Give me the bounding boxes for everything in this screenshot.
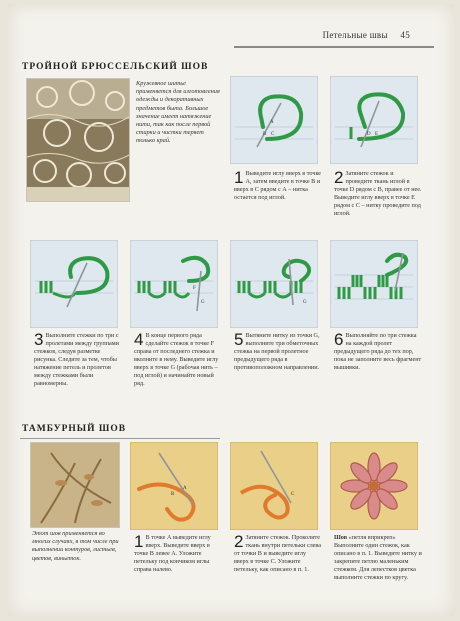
step-number: 1 [234,168,244,187]
step-number: 1 [134,532,144,551]
step-text: Выведите иглу вверх в точке А, затем введите в точке В и вверх в С рядом с А – нитка остается под иглой. [234,170,322,201]
step-text: В конце первого ряда сделайте стежок в точке F справа от последнего стежка и вколните в нему. Выведите иглу вверх в точке G (рабочая нить – под иглой) и начинайте новый ряд. [134,332,219,387]
step4-illustration [130,240,218,328]
chain-step-1 [134,534,222,574]
brussels-step-2 [334,170,422,218]
step3-illustration [30,240,118,328]
step-text: В точке А выведите иглу вверх. Выведите вверх в точке В левее А. Уложите петельку под кончиком иглы справа налево. [134,534,211,573]
step-text: Затяните стежок. Проколите ткань внутри петельки слева от точки В и выведите иглу вверх в точке С. Уложите петельку, как описано в п. 1. [234,534,322,573]
step-number: 3 [34,330,44,349]
brussels-step-1 [234,170,322,202]
chain-stitch-photo [30,442,120,528]
chain-caption: Этот шов применяется во многих случаях, в том числе при выполнении контуров, листьев, цветов, виньеток. [32,530,119,562]
step-number: 2 [334,168,344,187]
svg-text:A: A [183,486,187,491]
brussels-step-5 [234,332,322,372]
embroidery-image [31,443,119,527]
step6-illustration [330,240,418,328]
step-text: Выполняйте по три стежка на каждой пролет предыдущего ряда до тех пор, пока не заполните весь фрагмент вышивки. [334,332,422,371]
detached-chain-step [334,534,426,582]
svg-text:G: G [303,300,307,305]
book-page [8,4,454,616]
step-text: Вытяните нитку из точки G, выполните три обметочных стежка на первой пролетное предыдущего ряда в противоположном направлении. [234,332,320,371]
detached-chain-illustration [330,442,418,530]
step-text: Затяните стежок и проведите ткань иглой в точке D рядом с В, правее от нее. Выведите иглу вверх в точке Е рядом с С – нитку проведите под иглой. [334,170,422,217]
step-number: 6 [334,330,344,349]
lace-image [27,79,129,201]
svg-text:B: B [263,132,267,137]
step-text: «петля вприкреп» Выполните один стежок, как описано в п. 1. Выведите нитку и закрепите петлю маленьким стежком. Для лепестков цветка выполните стежки по кругу. [334,534,422,581]
step1-illustration [230,76,318,164]
header-rule [234,46,434,48]
step2-illustration [330,76,418,164]
brussels-step-4 [134,332,222,388]
lace-photo [26,78,130,202]
svg-text:D: D [367,132,371,137]
svg-text:E: E [375,132,379,137]
section-title-chain: ТАМБУРНЫЙ ШОВ [22,424,127,434]
step-number: 4 [134,330,144,349]
running-header [323,30,410,40]
chain-step1-illustration [130,442,218,530]
svg-text:G: G [201,300,205,305]
step-number: 5 [234,330,244,349]
step-text: Выполните стежки по три с пролетами между группами стежков, следуя разметке рисунка. Следите за тем, чтобы натяжение петель и пролетов между стежками были равномерны. [34,332,119,387]
svg-text:B: B [171,492,175,497]
page-number: 45 [400,30,410,40]
section-rule [20,438,220,439]
chain-step2-illustration [230,442,318,530]
brussels-step-3 [34,332,122,388]
svg-text:A: A [270,120,274,125]
header-section: Петельные швы [322,30,388,40]
brussels-caption: Кружевное шитье применяется для изготовления одежды и декоративных предметов быта. Большое значение имеет натяжение нити, так как после первой стирки и чистки теряет только край. [136,80,220,145]
svg-text:F: F [193,286,196,291]
svg-text:C: C [271,132,275,137]
brussels-step-6 [334,332,422,372]
chain-step-2 [234,534,322,574]
step-heading: Шов [334,534,348,541]
step-number: 2 [234,532,244,551]
step5-illustration [230,240,318,328]
svg-text:C: C [291,492,295,497]
section-title-brussels: ТРОЙНОЙ БРЮССЕЛЬСКИЙ ШОВ [22,62,209,72]
